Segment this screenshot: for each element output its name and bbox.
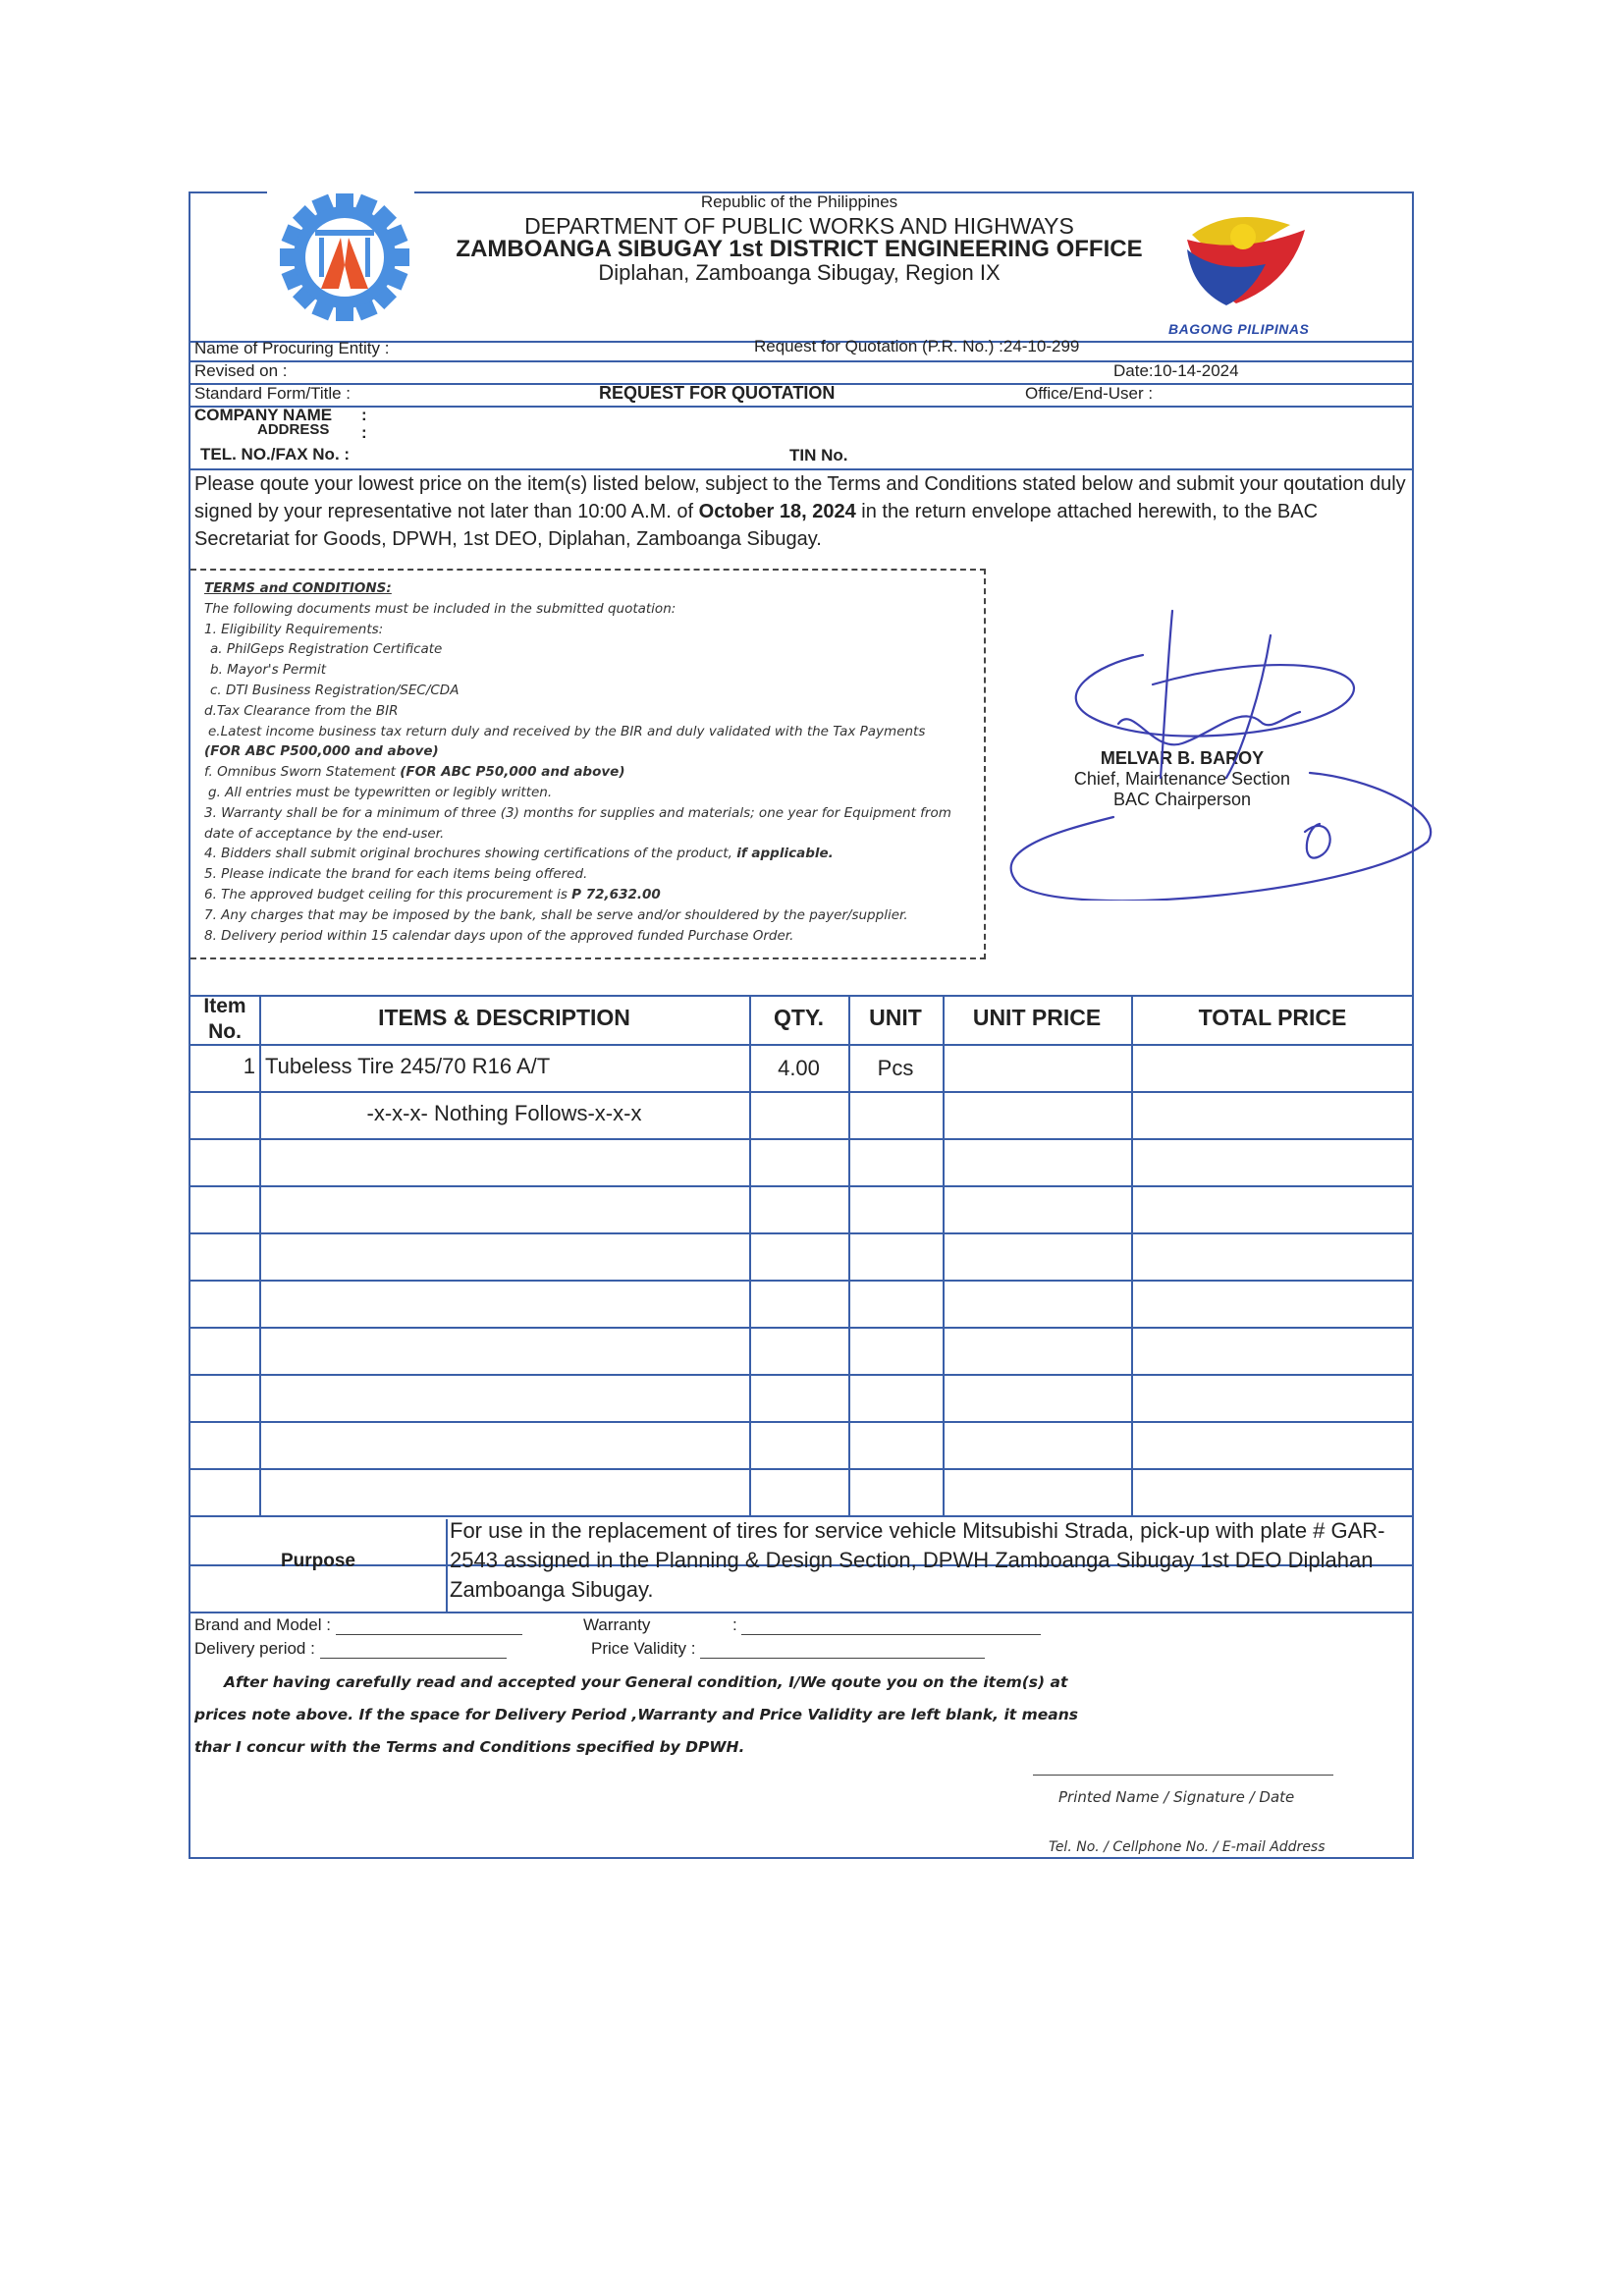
acceptance-statement: After having carefully read and accepted your General condition, I/We qoute you on the item(s) at prices note above. If the space for Delivery Period ,Warranty and Price Validity are left blank, it means thar I concur with the Terms and Conditions specified by DPWH. [194,1673,1078,1756]
address-line: Diplahan, Zamboanga Sibugay, Region IX [598,260,1001,285]
signature-line [1033,1775,1333,1776]
tin-label: TIN No. [789,446,848,465]
terms-item-e-note: (FOR ABC P500,000 and above) [204,743,439,760]
terms-item-1: 1. Eligibility Requirements: [204,621,384,637]
terms-item-6: 6. The approved budget ceiling for this procurement is [204,886,572,902]
submission-deadline: October 18, 2024 [698,501,856,522]
terms-item-3: 3. Warranty shall be for a minimum of three (3) months for supplies and materials; one year for Equipment from [204,804,951,821]
header-item-no-line1: Item [203,995,246,1017]
delivery-period-label: Delivery period : [194,1639,315,1658]
brand-model-label: Brand and Model : [194,1615,331,1634]
signatory-role-1: Chief, Maintenance Section [1073,769,1291,789]
terms-item-1b: b. Mayor's Permit [210,662,327,679]
terms-box [190,569,986,959]
tel-fax-label: TEL. NO./FAX No. : [200,445,351,464]
signatory-name: MELVAR B. BAROY [1100,748,1265,768]
handwritten-signature-icon [947,606,1447,901]
row-1-qty: 4.00 [778,1056,820,1080]
header-qty: QTY. [773,1005,825,1030]
warranty-label: Warranty [583,1615,651,1634]
terms-item-f: f. Omnibus Sworn Statement [204,764,401,781]
terms-item-g: g. All entries must be typewritten or legibly written. [208,784,553,800]
dpwh-logo-icon [267,193,422,321]
row-1-item-no: 1 [243,1054,255,1078]
address-label: ADDRESS [257,421,330,438]
terms-item-6-line [204,885,951,905]
rfq-number: Request for Quotation (P.R. No.) :24-10-299 [754,337,1080,355]
delivery-period-field [194,1639,507,1659]
terms-item-f-note: (FOR ABC P50,000 and above) [400,764,625,781]
terms-list [204,578,951,946]
brand-model-blank [336,1619,522,1635]
warranty-blank [741,1619,1041,1635]
terms-item-3b: date of acceptance by the end-user. [204,825,445,842]
price-validity-label: Price Validity : [591,1639,696,1658]
intro-text-2: in the return envelope attached herewith, to the BAC Secretariat for Goods, DPWH, 1st DEO, Diplahan, Zamboanga Sibugay. [194,501,1319,550]
header-item-no [190,994,259,1045]
terms-item-1c: c. DTI Business Registration/SEC/CDA [210,682,460,698]
rfq-form [189,191,1414,1859]
terms-item-d: d.Tax Clearance from the BIR [204,702,399,719]
delivery-period-blank [320,1643,507,1659]
price-validity-field [591,1639,985,1659]
rfq-date: Date:10-14-2024 [1113,361,1239,380]
bagong-pilipinas-text: BAGONG PILIPINAS [1168,321,1310,337]
contact-caption: Tel. No. / Cellphone No. / E-mail Address [1049,1839,1326,1855]
row-1-description: Tubeless Tire 245/70 R16 A/T [265,1054,551,1078]
terms-item-f-line [204,762,951,783]
company-name-colon: : [361,406,367,424]
terms-item-7: 7. Any charges that may be imposed by the bank, shall be serve and/or shouldered by the payer/supplier. [204,906,908,923]
office-line: ZAMBOANGA SIBUGAY 1st DISTRICT ENGINEERING OFFICE [456,236,1143,262]
standard-form-label: Standard Form/Title : [194,384,352,403]
intro-text-1: Please qoute your lowest price on the item(s) listed below, subject to the Terms and Conditions stated below and submit your qoutation duly signed by your representative not later than 10:00 A.M. of [194,473,1406,522]
terms-item-4-line [204,844,951,864]
header-total-price: TOTAL PRICE [1198,1005,1347,1030]
terms-heading: TERMS and CONDITIONS: [204,580,392,596]
row-1-unit: Pcs [877,1056,914,1080]
revised-on-label: Revised on : [194,361,288,380]
terms-intro: The following documents must be included in the submitted quotation: [204,600,677,617]
printed-name-caption: Printed Name / Signature / Date [1058,1788,1295,1806]
intro-paragraph [194,470,1410,553]
warranty-field [732,1615,1041,1635]
approved-budget: P 72,632.00 [571,886,661,902]
company-name-label: COMPANY NAME [194,406,333,424]
form-title: REQUEST FOR QUOTATION [599,383,836,403]
purpose-text: For use in the replacement of tires for service vehicle Mitsubishi Strada, pick-up with plate # GAR-2543 assigned in the Planning & Design Section, DPWH Zamboanga Sibugay 1st DEO Diplahan Zamboanga Sibugay. [450,1518,1385,1602]
signatory-role-2: BAC Chairperson [1112,790,1252,809]
header-unit: UNIT [869,1005,922,1030]
terms-item-4: 4. Bidders shall submit original brochures showing certifications of the product, [204,846,737,862]
warranty-colon: : [732,1615,737,1634]
bagong-pilipinas-logo-icon [1172,195,1320,323]
header-item-no-line2: No. [208,1020,242,1043]
brand-model-field [194,1615,522,1635]
republic-line: Republic of the Philippines [700,192,898,211]
terms-item-e: e.Latest income business tax return duly and received by the BIR and duly validated with the Tax Payments [208,723,926,739]
address-colon: : [361,423,367,442]
price-validity-blank [700,1643,985,1659]
purpose-label: Purpose [280,1551,356,1571]
department-line: DEPARTMENT OF PUBLIC WORKS AND HIGHWAYS [524,213,1074,239]
office-end-user-label: Office/End-User : [1025,384,1154,403]
terms-item-4-note: if applicable. [736,846,834,862]
terms-item-5: 5. Please indicate the brand for each items being offered. [204,866,588,883]
terms-item-8: 8. Delivery period within 15 calendar days upon of the approved funded Purchase Order. [204,927,794,944]
nothing-follows: -x-x-x- Nothing Follows-x-x-x [366,1101,642,1125]
procuring-entity-label: Name of Procuring Entity : [194,339,390,357]
terms-item-1a: a. PhilGeps Registration Certificate [210,641,443,658]
header-description: ITEMS & DESCRIPTION [378,1005,630,1030]
header-unit-price: UNIT PRICE [972,1005,1102,1030]
